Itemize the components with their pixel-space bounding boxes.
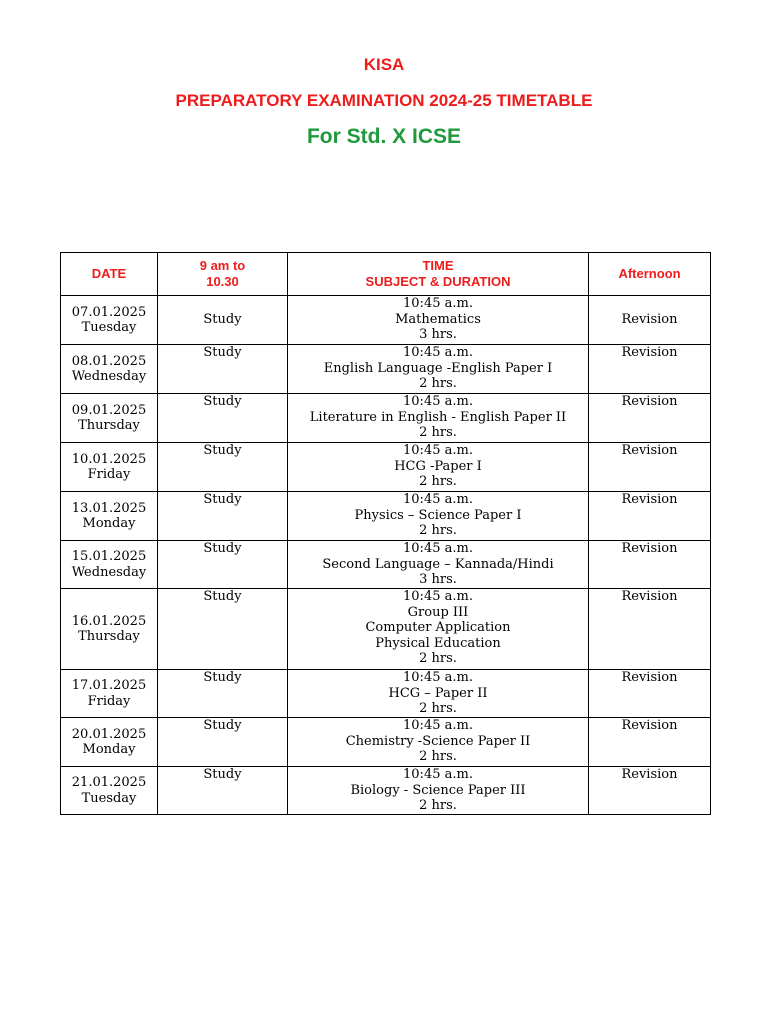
exam-date-cell	[61, 670, 158, 718]
exam-duration: 2 hrs.	[419, 376, 457, 391]
afternoon-cell	[589, 589, 711, 670]
exam-time: 10:45 a.m.	[403, 767, 473, 782]
exam-date: 15.01.2025	[71, 549, 147, 564]
afternoon-activity: Revision	[621, 492, 678, 507]
exam-subject: Literature in English - English Paper II	[309, 409, 567, 425]
subject-cell	[288, 443, 589, 492]
exam-date-cell	[61, 541, 158, 589]
exam-date-cell	[61, 394, 158, 443]
exam-time: 10:45 a.m.	[403, 541, 473, 556]
col-time-header: TIME SUBJECT & DURATION	[288, 253, 589, 296]
exam-time: 10:45 a.m.	[403, 670, 473, 685]
subject-cell	[288, 394, 589, 443]
exam-day: Monday	[82, 742, 136, 757]
exam-day: Friday	[87, 467, 131, 482]
exam-date: 09.01.2025	[71, 402, 147, 418]
exam-subject: Physical Education	[375, 635, 501, 651]
afternoon-cell	[589, 767, 711, 815]
exam-time: 10:45 a.m.	[403, 394, 473, 409]
afternoon-activity: Revision	[621, 394, 678, 409]
exam-date: 21.01.2025	[71, 775, 147, 790]
exam-time: 10:45 a.m.	[403, 718, 473, 733]
afternoon-cell	[589, 492, 711, 541]
exam-duration: 2 hrs.	[419, 474, 457, 489]
afternoon-cell	[589, 345, 711, 394]
afternoon-activity: Revision	[621, 345, 678, 360]
table-row	[61, 492, 711, 541]
subject-cell	[288, 345, 589, 394]
afternoon-activity: Revision	[621, 589, 678, 604]
afternoon-activity: Revision	[621, 541, 678, 556]
timetable	[60, 252, 711, 815]
exam-duration: 3 hrs.	[419, 327, 457, 342]
morning-activity: Study	[203, 670, 242, 685]
table-row	[61, 767, 711, 815]
class-title: For Std. X ICSE	[306, 125, 461, 148]
col-morning-header: 9 am to 10.30	[158, 253, 288, 296]
afternoon-activity: Revision	[621, 670, 678, 685]
exam-duration: 2 hrs.	[419, 701, 457, 716]
exam-day: Monday	[82, 516, 136, 531]
subject-cell	[288, 492, 589, 541]
subject-cell	[288, 718, 589, 767]
exam-title: PREPARATORY EXAMINATION 2024-25 TIMETABLE	[175, 91, 593, 110]
subject-cell	[288, 670, 589, 718]
exam-subject: Chemistry -Science Paper II	[345, 733, 531, 749]
table-row	[61, 541, 711, 589]
table-row	[61, 296, 711, 345]
school-name: KISA	[363, 55, 405, 74]
exam-date: 10.01.2025	[71, 451, 147, 467]
afternoon-cell	[589, 296, 711, 345]
table-header-row	[61, 253, 711, 296]
exam-date: 07.01.2025	[71, 304, 147, 320]
exam-date-cell	[61, 345, 158, 394]
exam-subject: English Language -English Paper I	[323, 360, 553, 376]
exam-day: Wednesday	[71, 564, 147, 580]
morning-cell	[158, 492, 288, 541]
col-afternoon-header: Afternoon	[589, 253, 711, 296]
exam-date-cell	[61, 296, 158, 345]
afternoon-cell	[589, 541, 711, 589]
exam-day: Friday	[87, 693, 131, 709]
morning-cell	[158, 718, 288, 767]
exam-date-cell	[61, 492, 158, 541]
morning-activity: Study	[203, 443, 242, 458]
morning-cell	[158, 670, 288, 718]
exam-duration: 2 hrs.	[419, 523, 457, 538]
afternoon-cell	[589, 718, 711, 767]
exam-time: 10:45 a.m.	[403, 443, 473, 458]
afternoon-activity: Revision	[621, 443, 678, 458]
exam-duration: 2 hrs.	[419, 651, 457, 666]
exam-time: 10:45 a.m.	[403, 296, 473, 311]
exam-date-cell	[61, 443, 158, 492]
table-row	[61, 394, 711, 443]
morning-cell	[158, 589, 288, 670]
exam-time: 10:45 a.m.	[403, 492, 473, 507]
table-row	[61, 589, 711, 670]
morning-cell	[158, 767, 288, 815]
morning-cell	[158, 443, 288, 492]
table-row	[61, 443, 711, 492]
exam-subject: Physics – Science Paper I	[354, 507, 522, 523]
morning-activity: Study	[203, 718, 242, 733]
table-row	[61, 670, 711, 718]
morning-activity: Study	[203, 312, 242, 328]
col-date-header: DATE	[61, 253, 158, 296]
morning-activity: Study	[203, 541, 242, 556]
exam-day: Tuesday	[81, 320, 137, 335]
subject-cell	[288, 767, 589, 815]
morning-activity: Study	[203, 345, 242, 360]
morning-activity: Study	[203, 767, 242, 782]
morning-activity: Study	[203, 589, 242, 604]
exam-day: Thursday	[78, 418, 140, 433]
morning-cell	[158, 541, 288, 589]
exam-subject: Biology - Science Paper III	[350, 782, 526, 798]
table-row	[61, 718, 711, 767]
exam-duration: 3 hrs.	[419, 572, 457, 587]
exam-day: Tuesday	[81, 790, 137, 806]
exam-date: 20.01.2025	[71, 726, 147, 742]
morning-cell	[158, 394, 288, 443]
exam-subject: Group III	[407, 604, 469, 620]
exam-date: 13.01.2025	[71, 500, 147, 516]
exam-day: Thursday	[78, 629, 140, 644]
afternoon-cell	[589, 394, 711, 443]
afternoon-cell	[589, 443, 711, 492]
exam-duration: 2 hrs.	[419, 798, 457, 813]
morning-cell	[158, 345, 288, 394]
afternoon-activity: Revision	[621, 312, 678, 328]
exam-duration: 2 hrs.	[419, 425, 457, 440]
afternoon-activity: Revision	[621, 718, 678, 733]
exam-time: 10:45 a.m.	[403, 589, 473, 604]
exam-day: Wednesday	[71, 369, 147, 384]
exam-time: 10:45 a.m.	[403, 345, 473, 360]
exam-duration: 2 hrs.	[419, 749, 457, 764]
table-row	[61, 345, 711, 394]
exam-date-cell	[61, 718, 158, 767]
subject-cell	[288, 589, 589, 670]
subject-cell	[288, 541, 589, 589]
exam-subject: HCG – Paper II	[388, 685, 488, 701]
morning-activity: Study	[203, 394, 242, 409]
morning-cell	[158, 296, 288, 345]
exam-date: 08.01.2025	[71, 353, 147, 369]
exam-date-cell	[61, 589, 158, 670]
afternoon-activity: Revision	[621, 767, 678, 782]
exam-date-cell	[61, 767, 158, 815]
exam-subject: Mathematics	[395, 311, 481, 327]
exam-subject: HCG -Paper I	[394, 458, 482, 474]
exam-subject: Computer Application	[365, 620, 511, 635]
exam-subject: Second Language – Kannada/Hindi	[322, 556, 554, 572]
exam-date: 16.01.2025	[71, 613, 147, 629]
subject-cell	[288, 296, 589, 345]
morning-activity: Study	[203, 492, 242, 507]
exam-date: 17.01.2025	[71, 678, 147, 693]
afternoon-cell	[589, 670, 711, 718]
